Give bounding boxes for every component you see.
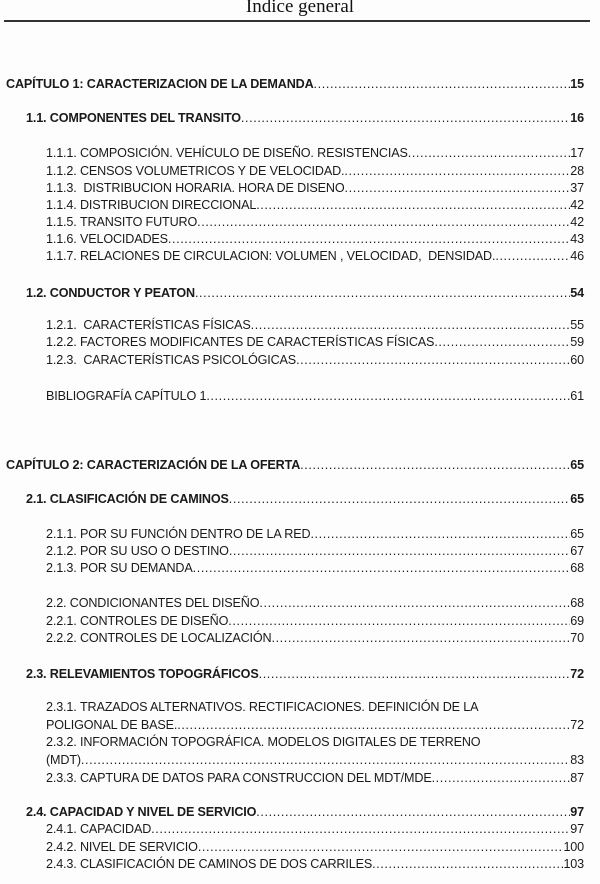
toc-entry-number: 1.1.7. xyxy=(46,249,77,263)
toc-entry-number: 1.2. xyxy=(26,286,47,300)
toc-entry-title: CONTROLES DE LOCALIZACIÓN xyxy=(79,631,272,645)
dot-leader xyxy=(344,163,570,180)
toc-subsection-entry xyxy=(46,145,584,162)
dot-leader xyxy=(151,821,570,838)
toc-chapter-entry xyxy=(6,457,584,474)
toc-page-number: 72 xyxy=(570,667,584,681)
toc-page-number: 68 xyxy=(570,561,584,575)
toc-subsection-entry xyxy=(46,821,584,838)
toc-entry-title: DISTRIBUCION DIRECCIONAL xyxy=(79,198,257,212)
toc-entry-title: FACTORES MODIFICANTES DE CARACTERÍSTICAS FÍSICAS xyxy=(79,335,435,349)
dot-leader xyxy=(271,630,570,647)
toc-entry-number: 1.1.4. xyxy=(46,198,77,212)
toc-entry-number: 1.1.3. xyxy=(46,181,77,195)
toc-entry-title: VELOCIDADES xyxy=(79,232,168,246)
dot-leader xyxy=(408,145,571,162)
toc-entry-title: CLASIFICACIÓN DE CAMINOS xyxy=(49,492,229,506)
toc-subsection-entry xyxy=(46,180,584,197)
toc-entry-number: 2.4.3. xyxy=(46,857,77,871)
dot-leader xyxy=(495,248,570,265)
toc-entry-title: COMPONENTES DEL TRANSITO xyxy=(49,111,241,125)
toc-page-number: 65 xyxy=(570,458,584,472)
toc-entry-title: CONDICIONANTES DEL DISEÑO xyxy=(69,596,260,610)
dot-leader xyxy=(256,804,570,821)
toc-entry-number: 2.3.2. xyxy=(46,735,77,749)
toc-entry-title: DISTRIBUCION HORARIA. HORA DE DISENO xyxy=(79,181,345,195)
toc-page-number: 100 xyxy=(563,840,584,854)
toc-entry-title: POLIGONAL DE BASE. xyxy=(46,718,178,732)
toc-entry-title: CARACTERÍSTICAS PSICOLÓGICAS xyxy=(79,353,297,367)
dot-leader xyxy=(434,334,570,351)
toc-page-number: 70 xyxy=(570,631,584,645)
toc-entry-title: CLASIFICACIÓN DE CAMINOS DE DOS CARRILES xyxy=(79,857,373,871)
toc-entry-number: 2.3.1. xyxy=(46,700,77,714)
dot-leader xyxy=(206,388,570,405)
toc-entry-number: 2.3. xyxy=(26,667,47,681)
toc-page-number: 97 xyxy=(570,805,584,819)
toc-page-number: 37 xyxy=(570,181,584,195)
toc-subsection-entry xyxy=(46,163,584,180)
toc-entry-number: 1.1.2. xyxy=(46,164,77,178)
toc-entry-number: 2.1.3. xyxy=(46,561,77,575)
dot-leader xyxy=(345,180,571,197)
toc-entry-title: CAPTURA DE DATOS PARA CONSTRUCCION DEL MDT/MDE xyxy=(79,771,432,785)
toc-page-number: 68 xyxy=(570,596,584,610)
dot-leader xyxy=(197,214,570,231)
toc-page-number: 87 xyxy=(570,771,584,785)
toc-section-entry xyxy=(26,110,584,127)
toc-page-number: 46 xyxy=(570,249,584,263)
toc-subsection-entry xyxy=(46,752,584,769)
toc-entry-number: CAPÍTULO 1: xyxy=(6,77,84,91)
dot-leader xyxy=(228,613,570,630)
toc-entry-number: 1.1.1. xyxy=(46,146,77,160)
toc-subsection-entry xyxy=(46,388,584,405)
toc-entry-title: TRAZADOS ALTERNATIVOS. RECTIFICACIONES. DEFINICIÓN DE LA xyxy=(79,700,479,714)
toc-page-number: 42 xyxy=(570,198,584,212)
toc-entry-number: 1.1.5. xyxy=(46,215,77,229)
toc-subsection-entry xyxy=(46,334,584,351)
dot-leader xyxy=(241,110,570,127)
toc-entry-title: TRANSITO FUTURO xyxy=(79,215,198,229)
toc-entry-number: 1.1.6. xyxy=(46,232,77,246)
dot-leader xyxy=(432,770,571,787)
toc-page-number: 42 xyxy=(570,215,584,229)
toc-subsection-entry xyxy=(46,699,584,716)
toc-subsection-entry xyxy=(46,613,584,630)
toc-subsection-entry xyxy=(46,248,584,265)
toc-page-number: 16 xyxy=(570,111,584,125)
toc-subsection-entry xyxy=(46,839,584,856)
header-rule xyxy=(4,20,590,22)
toc-entry-title: CONDUCTOR Y PEATON xyxy=(49,286,195,300)
toc-entry-number: 1.1. xyxy=(26,111,47,125)
toc-subsection-entry xyxy=(46,352,584,369)
toc-page-number: 61 xyxy=(570,389,584,403)
toc-chapter-entry xyxy=(6,76,584,93)
toc-subsection-entry xyxy=(46,214,584,231)
toc-entry-title: RELACIONES DE CIRCULACION: VOLUMEN , VELOCIDAD, DENSIDAD. xyxy=(79,249,496,263)
toc-entry-number: 2.1.2. xyxy=(46,544,77,558)
toc-entry-title: POR SU USO O DESTINO xyxy=(79,544,229,558)
page-header-title: Indice general xyxy=(245,0,355,17)
toc-entry-title: BIBLIOGRAFÍA CAPÍTULO 1 xyxy=(46,389,207,403)
toc-entry-title: CONTROLES DE DISEÑO xyxy=(79,614,229,628)
toc-entry-title: POR SU DEMANDA xyxy=(79,561,193,575)
toc-subsection-entry xyxy=(46,734,584,751)
toc-subsection-entry xyxy=(46,770,584,787)
dot-leader xyxy=(259,666,571,683)
dot-leader xyxy=(177,717,570,734)
toc-entry-title: CARACTERÍSTICAS FÍSICAS xyxy=(79,318,251,332)
toc-page-number: 67 xyxy=(570,544,584,558)
toc-entry-number: 2.1.1. xyxy=(46,527,77,541)
toc-page-number: 43 xyxy=(570,232,584,246)
dot-leader xyxy=(296,352,570,369)
dot-leader xyxy=(256,197,570,214)
toc-page-number: 55 xyxy=(570,318,584,332)
toc-entry-title: NIVEL DE SERVICIO xyxy=(79,840,198,854)
toc-subsection-entry xyxy=(46,197,584,214)
toc-entry-title: CAPACIDAD xyxy=(79,822,152,836)
dot-leader xyxy=(195,285,570,302)
toc-page-number: 54 xyxy=(570,286,584,300)
toc-entry-number: 2.4.1. xyxy=(46,822,77,836)
toc-entry-title: CAPACIDAD Y NIVEL DE SERVICIO xyxy=(49,805,257,819)
toc-section-entry xyxy=(26,285,584,302)
toc-entry-number: 2.2.2. xyxy=(46,631,77,645)
toc-entry-number: 2.2. xyxy=(46,596,67,610)
toc-entry-number: 2.4. xyxy=(26,805,47,819)
toc-subsection-entry xyxy=(46,630,584,647)
toc-page-number: 72 xyxy=(570,718,584,732)
toc-entry-number: 1.2.3. xyxy=(46,353,77,367)
toc-subsection-entry xyxy=(46,856,584,873)
toc-page-number: 15 xyxy=(570,77,584,91)
toc-entry-title: INFORMACIÓN TOPOGRÁFICA. MODELOS DIGITALES DE TERRENO xyxy=(79,735,481,749)
toc-page-number: 83 xyxy=(570,753,584,767)
toc-entry-number: CAPÍTULO 2: xyxy=(6,458,84,472)
toc-entry-title: COMPOSICIÓN. VEHÍCULO DE DISEÑO. RESISTENCIAS xyxy=(79,146,408,160)
toc-entry-number: 2.1. xyxy=(26,492,47,506)
toc-entry-title: (MDT) xyxy=(46,753,81,767)
toc-section-entry xyxy=(26,666,584,683)
toc-entry-number: 1.2.2. xyxy=(46,335,77,349)
toc-entry-number: 2.3.3. xyxy=(46,771,77,785)
toc-section-entry xyxy=(26,804,584,821)
dot-leader xyxy=(259,595,570,612)
dot-leader xyxy=(168,231,570,248)
toc-page-number: 69 xyxy=(570,614,584,628)
toc-page-number: 60 xyxy=(570,353,584,367)
dot-leader xyxy=(229,543,570,560)
toc-page-number: 28 xyxy=(570,164,584,178)
toc-page-number: 103 xyxy=(563,857,584,871)
toc-subsection-entry xyxy=(46,231,584,248)
toc-subsection-entry xyxy=(46,595,584,612)
dot-leader xyxy=(229,491,571,508)
dot-leader xyxy=(251,317,571,334)
toc-subsection-entry xyxy=(46,526,584,543)
toc-entry-number: 1.2.1. xyxy=(46,318,77,332)
dot-leader xyxy=(300,457,570,474)
toc-page-number: 65 xyxy=(570,527,584,541)
toc-subsection-entry xyxy=(46,317,584,334)
toc-page-number: 65 xyxy=(570,492,584,506)
toc-page-number: 97 xyxy=(570,822,584,836)
toc-entry-title: RELEVAMIENTOS TOPOGRÁFICOS xyxy=(49,667,259,681)
toc-entry-title: CARACTERIZACIÓN DE LA OFERTA xyxy=(86,458,301,472)
toc-entry-title: CENSOS VOLUMETRICOS Y DE VELOCIDAD. xyxy=(79,164,345,178)
dot-leader xyxy=(81,752,570,769)
toc-page-number: 59 xyxy=(570,335,584,349)
toc-entry-number: 2.2.1. xyxy=(46,614,77,628)
toc-entry-title: CARACTERIZACION DE LA DEMANDA xyxy=(86,77,314,91)
dot-leader xyxy=(193,560,571,577)
dot-leader xyxy=(310,526,570,543)
toc-subsection-entry xyxy=(46,543,584,560)
toc-subsection-entry xyxy=(46,560,584,577)
toc-entry-number: 2.4.2. xyxy=(46,840,77,854)
dot-leader xyxy=(314,76,571,93)
toc-entry-title: POR SU FUNCIÓN DENTRO DE LA RED xyxy=(79,527,311,541)
dot-leader xyxy=(198,839,564,856)
toc-subsection-entry xyxy=(46,717,584,734)
dot-leader xyxy=(372,856,563,873)
toc-section-entry xyxy=(26,491,584,508)
toc-page-number: 17 xyxy=(570,146,584,160)
